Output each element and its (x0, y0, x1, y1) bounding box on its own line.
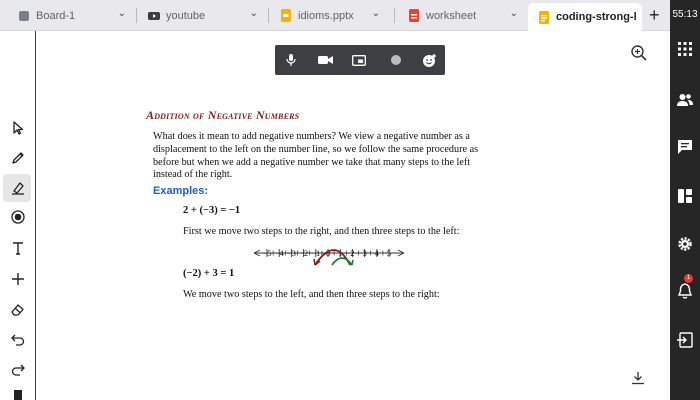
gear-icon (676, 235, 694, 253)
notifications-button[interactable] (676, 282, 694, 300)
section-title: Addition of Negative Numbers (146, 108, 300, 122)
leave-button[interactable] (676, 331, 694, 349)
activities-icon (676, 187, 694, 205)
notification-count-badge: 1 (684, 274, 693, 283)
number-line-label: −3 (286, 248, 296, 258)
activities-button[interactable] (676, 187, 694, 205)
settings-button[interactable] (676, 235, 694, 253)
number-line-label: 0 (325, 248, 331, 258)
number-line-label: −1 (311, 248, 321, 258)
number-line-label: −4 (274, 248, 284, 258)
example-2-equation: (−2) + 3 = 1 (183, 268, 235, 279)
number-line-label: −2 (299, 248, 309, 258)
tab-label: coding-strong-l (556, 11, 637, 23)
apps-grid-button[interactable] (676, 40, 694, 58)
apps-grid-icon (676, 40, 694, 58)
chevron-down-icon[interactable]: ⌄ (117, 8, 126, 19)
system-side-bar (670, 0, 700, 400)
exit-icon (676, 331, 694, 349)
chevron-down-icon[interactable]: ⌄ (249, 8, 258, 19)
number-line-label: 4 (374, 248, 379, 258)
system-clock: 55:13 (672, 9, 698, 20)
number-line-label: 3 (362, 248, 367, 258)
chat-icon (676, 138, 694, 156)
examples-heading: Examples: (153, 185, 209, 197)
tab-label: youtube (166, 9, 206, 22)
people-icon (676, 91, 694, 109)
example-2-description: We move two steps to the left, and then three steps to the right: (183, 289, 440, 300)
example-1-equation: 2 + (−3) = −1 (183, 205, 241, 216)
movement-arcs (305, 243, 385, 268)
chevron-down-icon[interactable]: ⌄ (371, 8, 380, 19)
number-line-label: −5 (262, 248, 272, 258)
tab-label: Board-1 (36, 9, 76, 22)
example-1-description: First we move two steps to the right, and then three steps to the left: (183, 226, 460, 237)
chat-button[interactable] (676, 138, 694, 156)
people-button[interactable] (676, 91, 694, 109)
chevron-down-icon[interactable]: ⌄ (509, 8, 518, 19)
number-line-label: 1 (338, 248, 343, 258)
tab-label: idioms.pptx (298, 9, 354, 22)
bell-icon (676, 282, 694, 300)
number-line-label: 2 (350, 248, 355, 258)
number-line-label: 5 (386, 248, 392, 258)
tab-label: worksheet (426, 9, 477, 22)
new-tab-button[interactable]: + (649, 5, 660, 25)
red-arc-three-left (315, 250, 350, 265)
intro-paragraph: What does it mean to add negative numbers? We view a negative number as a displacement to the left on the number line, so we follow the same procedure as before but when we add a negative number we take that many steps to the left instead of the right. (153, 131, 479, 181)
